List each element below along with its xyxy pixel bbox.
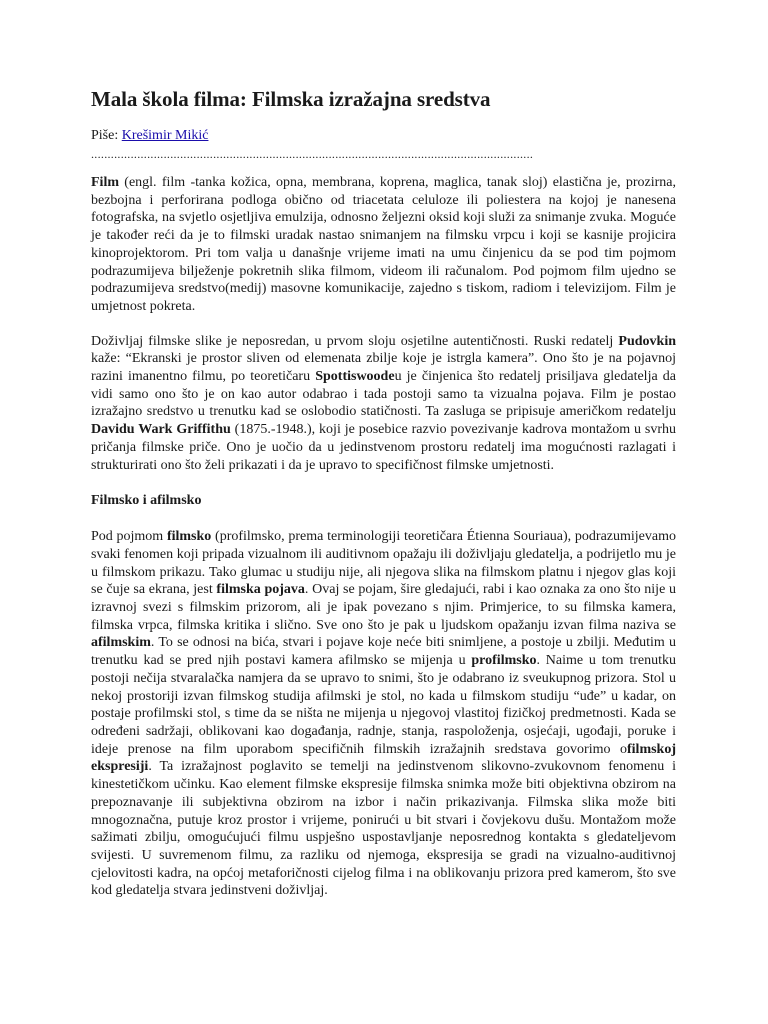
text-span: . Ovaj se pojam, šire gledajući, rabi i kao oznaka za ono što nije u izravnoj svezi s filmskim prizorom, ali je ipak povezano s njim. Primjerice, to su filmska kamera, filmska vrpca, filmska kritika i slično. Sve ono što je pak u ljudskom opažanju izvan filma naziva se (91, 582, 676, 633)
byline-prefix: Piše: (91, 128, 119, 143)
term-filmsko: filmsko (166, 529, 212, 545)
text-span: . Ta izražajnost poglavito se temelji na jedinstvenom slikovno-zvukovnom fenomenu i kinestetičkom učinku. Kao element filmske ekspresije filmska snimka može biti objektivna obzirom na prepoznavanje ili subjektivna obzirom na izbor i način prikazivanja. Filmska slika može biti mnogoznačna, putuje kroz prostor i vrijeme, ponirući u bit stvari i čovjekovu dušu. Montažom može sažimati zbilju, omogućujući filmu uspješno uspostavljanje neposrednog kontakta s gledateljevom svijesti. U suvremenom filmu, za razliku od njemoga, ekspresija se gradi na vizualno-auditivnoj cjelovitosti kadra, na općoj metaforičnosti cijelog filma i na oblikovanju prizora pred kamerom, što sve kod gledatelja stvara jedinstveni doživljaj. (91, 759, 676, 899)
text-span: kaže: “Ekranski je prostor sliven od elemenata zbilje koje je istrgla kamera”. Ono što je na pojavnoj razini imanentno filmu, po teoretičaru (91, 351, 676, 385)
term-film: Film (91, 175, 119, 190)
term-profilmsko: profilmsko (471, 653, 537, 669)
name-pudovkin: Pudovkin (618, 333, 676, 349)
term-filmska-pojava: filmska pojava (216, 582, 305, 598)
name-spottiswoode: Spottiswoode (315, 369, 395, 385)
paragraph-filmsko (91, 528, 676, 900)
paragraph-intro (91, 174, 676, 316)
article-title: Mala škola filma: Filmska izražajna sredstva (91, 87, 491, 111)
dotted-separator: ...................................................................................................................................... (91, 147, 534, 161)
text-span: (profilmsko, prema terminologiji teoretičara Étienna Souriaua), podrazumijevamo svaki fenomen koji pripada vizualnom ili auditivnom opažaju ili doživljaju gledatelja, a podrijetlo mu je u filmskom prikazu. Tako glumac u studiju nije, ali njegova slika na filmskom platnu i njegov glas koji se čuje sa ekrana, jest (91, 529, 676, 598)
term-afilmskim: afilmskim (91, 635, 151, 651)
author-link[interactable]: Krešimir Mikić (121, 128, 209, 143)
name-griffith: Davidu Wark Griffithu (91, 422, 231, 438)
text-span: (engl. film -tanka kožica, opna, membrana, koprena, maglica, tanak sloj) elastična je, prozirna, bezbojna i perforirana podloga obično od triacetata celuloze ili poliestera na kojoj je nanesena fotografska, na svjetlo osjetljiva emulzija, odnosno željezni oksid koji služi za snimanje zvuka. Moguće je također reći da je to filmski uradak nastao snimanjem na filmsku vrpcu i koji se kasnije projicira kinoprojektorom. Pri tom valja u današnje vrijeme imati na umu činjenicu da se pod tim pojmom podrazumijeva bilježenje pokretnih slika filmom, videom ili računalom. Pod pojmom film ujedno se podrazumijeva sredstvo(medij) masovne komunikacije, zajedno s tiskom, radiom i televizijom. Film je umjetnost pokreta. (91, 175, 676, 314)
section-heading: Filmsko i afilmsko (91, 493, 202, 509)
byline (91, 127, 676, 145)
article (91, 86, 676, 900)
text-span: . Naime u tom trenutku postoji nečija stvaralačka namjera da se upravo to snimi, što je odabrano iz sveukupnog prizora. Stol u nekoj prostoriji izvan filmskog studija afilmski je stol, no kada u filmskom studiju “uđe” u kadar, on postaje profilmski stol, s time da se ništa ne mijenja u njegovoj vlastitoj fizičkoj predmetnosti. Kada se određeni sadržaji, oblikovani kao događanja, radnje, stanja, raspoloženja, osjećaji, ugođaji, poruke i ideje prenose na film uporabom specifičnih filmskih izražajnih sredstava govorimo o (91, 653, 676, 757)
text-span: Doživljaj filmske slike je neposredan, u prvom sloju osjetilne autentičnosti. Ruski redatelj (91, 333, 619, 349)
term-filmskoj-ekspresiji: filmskoj ekspresiji (91, 741, 676, 775)
text-span: u je činjenica što redatelj prisiljava gledatelja da vidi samo ono što je on kao autor odabrao i tada postoji samo ta vizualna pojava. Film je postao izražajno sredstvo u trenutku kad se oslobodio statičnosti. Ta zasluga se pripisuje američkom redatelju (91, 369, 676, 420)
paragraph-experience (91, 333, 676, 475)
text-span: Pod pojmom (91, 529, 167, 545)
text-span: (1875.-1948.), koji je posebice razvio povezivanje kadrova montažom u svrhu pričanja filmske priče. Ono je uočio da u jedinstvenom prostoru redatelj ima mogućnosti razlagati i strukturirati ono što želi prikazati i da je upravo to specifičnost filmske umjetnosti. (91, 422, 676, 473)
text-span: . To se odnosi na bića, stvari i pojave koje neće biti snimljene, a postoje u zbilji. Međutim u trenutku kad se pred njih postavi kamera afilmsko se mijenja u (91, 635, 676, 669)
